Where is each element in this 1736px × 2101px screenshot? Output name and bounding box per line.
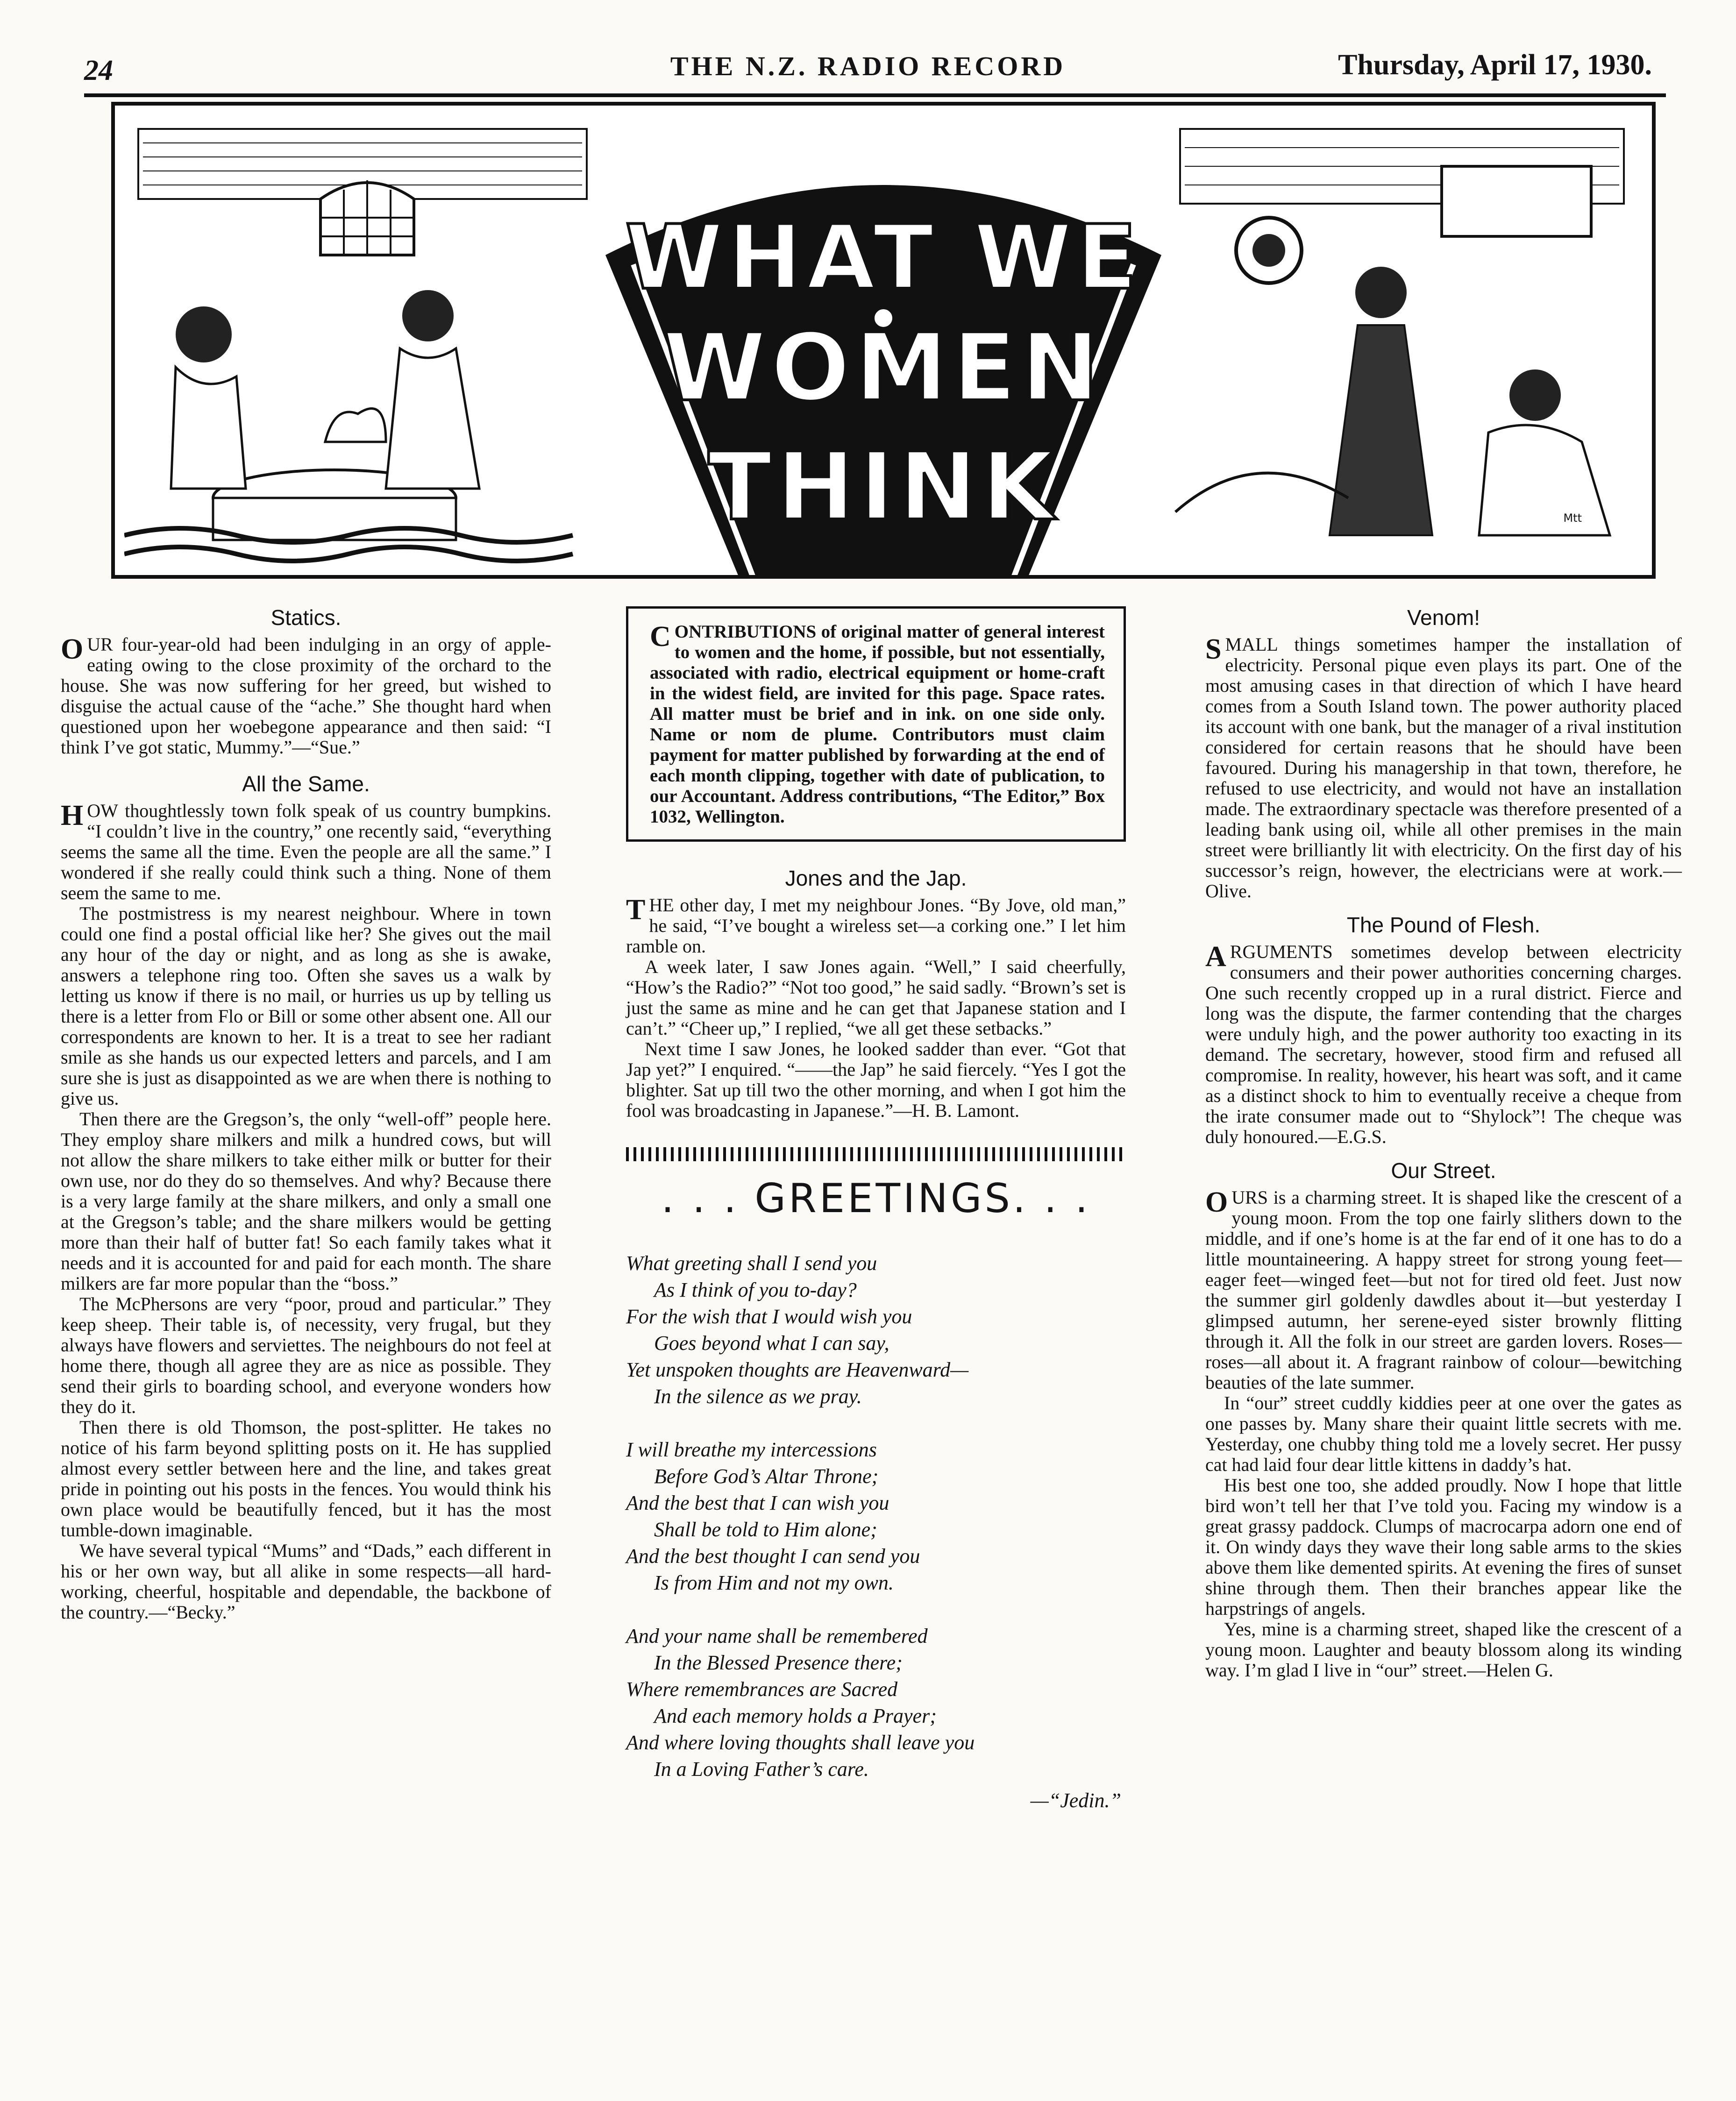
header-rule (84, 93, 1666, 97)
banner-title-line2: WOMEN (663, 313, 1104, 422)
article-heading: Jones and the Jap. (785, 866, 967, 890)
poem-line: And the best thought I can send you (626, 1545, 920, 1568)
article-paragraph: We have several typical “Mums” and “Dads,” each different in his or her own way, but all alike in some respects—all hard-working, cheerful, hospitable and dependable, the backbone of the country.—“Becky.” (61, 1540, 551, 1623)
poem-stanza (626, 1623, 1126, 1782)
column-middle (626, 603, 1126, 1814)
article-paragraph: ARGUMENTS sometimes develop between electricity consumers and their power authorities concerning charges. One such recently cropped up in a rural district. Fierce and long was the dispute, the farmer contending that the charges were unduly high, and the power authority too exacting in its demand. The secretary, however, stood firm and refused all compromise. In reality, however, his heart was soft, and it came as a distinct shock to him to eventually receive a cheque from the irate consumer made out to “Shylock”! The cheque was duly honoured.—E.G.S. (1205, 941, 1682, 1147)
poem-signature: —“Jedin.” (1030, 1789, 1121, 1812)
poem-stanza (626, 1250, 1126, 1410)
banner-title-line1: WHAT WE (625, 206, 1142, 309)
article-paragraph: His best one too, she added proudly. Now I hope that little bird won’t tell her that I’ve told you. Facing my window is a great grassy paddock. Clumps of macrocarpa adorn one end of it. On windy days they wave their long sable arms to the skies above them like demented spirits. At evening the fires of sunset shine through them. Then their branches appear like the harpstrings of angels. (1205, 1475, 1682, 1619)
drop-cap: S (1205, 633, 1222, 665)
article-heading: Statics. (270, 605, 342, 630)
poem-line: Where remembrances are Sacred (626, 1678, 898, 1701)
article-heading: Venom! (1407, 605, 1480, 630)
publication-title: THE N.Z. RADIO RECORD (670, 51, 1066, 81)
artist-signature: Mtt (1563, 511, 1582, 525)
article-heading: All the Same. (242, 772, 370, 796)
article-paragraph: OUR four-year-old had been indulging in an orgy of apple-eating owing to the close proximity of the orchard to the house. She was now suffering for her greed, but wished to disguise the actual cause of the “ache.” She thought hard when questioned upon her woebegone appearance and then said: “I think I’ve got static, Mummy.”—“Sue.” (61, 633, 551, 758)
article-paragraph: THE other day, I met my neighbour Jones. “By Jove, old man,” he said, “I’ve bought a wireless set—a corking one.” I let him ramble on. (626, 894, 1126, 957)
poem-line: And the best that I can wish you (626, 1491, 889, 1514)
poem-line: In the Blessed Presence there; (654, 1651, 903, 1674)
drop-cap: C (650, 621, 671, 653)
banner-title-line3: THINK (708, 433, 1059, 541)
poem-line: Goes beyond what I can say, (654, 1332, 889, 1355)
article-paragraph: The McPhersons are very “poor, proud and particular.” They keep sheep. Their table is, of necessity, very frugal, but they always have flowers and serviettes. The neighbours do not feel at home there, though all agree they are as nice as possible. They send their girls to boarding school, and everyone wonders how they do it. (61, 1293, 551, 1417)
drop-cap: H (61, 800, 84, 831)
issue-date: Thursday, April 17, 1930. (1338, 49, 1652, 81)
poem-line: And your name shall be remembered (626, 1625, 928, 1647)
poem-stanza (626, 1436, 1126, 1596)
poem-line: In the silence as we pray. (654, 1385, 862, 1408)
article-paragraph: The postmistress is my nearest neighbour. Where in town could one find a postal official like her? She gives out the mail any hour of the day or night, and as long as she is awake, answers a telephone ring too. Often she saves us a walk by letting us know if there is no mail, or hurries us up by telling us there is a letter from Flo or Bill or some other absent one. All our correspondents are known to her. It is a treat to see her radiant smile as she hands us our expected letters and parcels, and I am sure she is just as disappointed as we are when there is nothing to give us. (61, 903, 551, 1109)
column-right (1205, 603, 1682, 1681)
page-number: 24 (84, 55, 113, 86)
article-paragraph: Then there are the Gregson’s, the only “well-off” people here. They employ share milkers and milk a hundred cows, but will not allow the share milkers to take either milk or butter for their own use, nor do they do so themselves. And why? Because there is a very large family at the share milkers, and only a small one at the Gregson’s table; and the share milkers would be getting more than their half of butter fat! So each family takes what it needs and it is accounted for and paid for each month. The share milkers are far more popular than the “boss.” (61, 1108, 551, 1294)
banner-illustration (111, 102, 1656, 579)
article-paragraph: Next time I saw Jones, he looked sadder than ever. “Got that Jap yet?” I enquired. “——the Jap” he said fiercely. “Yes I got the blighter. Sat up till two the other morning, and when I got him the fool was broadcasting in Japanese.”—H. B. Lamont. (626, 1038, 1126, 1121)
column-left (61, 603, 551, 1623)
greetings-title: . . . GREETINGS. . . (661, 1175, 1091, 1222)
poem-line: Shall be told to Him alone; (654, 1518, 877, 1541)
poem-line: For the wish that I would wish you (626, 1305, 912, 1328)
poem-line: In a Loving Father’s care. (654, 1758, 869, 1781)
poem-line: Yet unspoken thoughts are Heavenward— (626, 1358, 969, 1381)
poem-line: I will breathe my intercessions (626, 1438, 877, 1461)
poem-line: And each memory holds a Prayer; (654, 1704, 937, 1727)
article-paragraph: Yes, mine is a charming street, shaped like the crescent of a young moon. Laughter and beauty blossom along its winding way. I’m glad I live in “our” street.—Helen G. (1205, 1618, 1682, 1681)
drop-cap: A (1205, 941, 1226, 972)
article-paragraph: In “our” street cuddly kiddies peer at one over the gates as one passes by. Many share their quaint little secrets with me. Yesterday, one chubby thing told me a lovely secret. Her pussy cat had laid four dear little kittens in daddy’s hat. (1205, 1392, 1682, 1475)
article-paragraph: HOW thoughtlessly town folk speak of us country bumpkins. “I couldn’t live in the country,” one recently said, “everything seems the same all the time. Even the people are all the same.” I wondered if she really could think such a thing. None of them seem the same to me. (61, 800, 551, 903)
page-header (84, 45, 1652, 96)
poem-line: And where loving thoughts shall leave you (626, 1731, 975, 1754)
drop-cap: T (626, 894, 646, 926)
article-heading: Our Street. (1391, 1158, 1496, 1183)
article-paragraph: SMALL things sometimes hamper the installation of electricity. Personal pique even plays its part. One of the most amusing cases in that direction of which I have heard comes from a South Island town. The power authority placed its account with one bank, but the manager of a rival institution considered for certain reasons that he should have been favoured. During his managership in that town, therefore, he refused to use electricity, and would not have an installation made. The extraordinary spectacle was therefore presented of a leading bank using oil, while all other premises in the main street were brilliantly lit with electricity. On the first day of his successor’s reign, however, the electricians were at work.—Olive. (1205, 633, 1682, 901)
contributions-notice: CONTRIBUTIONS of original matter of general interest to women and the home, if possible, but not essentially, associated with radio, electrical equipment or home-craft in the widest field, are invited for this page. Space rates. All matter must be brief and in ink. on one side only. Name or nom de plume. Contributors must claim payment for matter published by forwarding at the end of each month clipping, together with date of publication, to our Accountant. Address contributions, “The Editor,” Box 1032, Wellington. (626, 606, 1126, 842)
drop-cap: O (61, 633, 84, 665)
article-paragraph: A week later, I saw Jones again. “Well,” I said cheerfully, “How’s the Radio?” “Not too good,” he said sadly. “Brown’s set is just the same as mine and he can get that Japanese station and I can’t.” “Cheer up,” I replied, “we all get these setbacks.” (626, 956, 1126, 1039)
decorative-rule (626, 1147, 1126, 1161)
article-heading: The Pound of Flesh. (1346, 913, 1541, 937)
poem-line: What greeting shall I send you (626, 1252, 877, 1275)
greetings-poem (626, 1250, 1126, 1814)
poem-line: Is from Him and not my own. (654, 1571, 894, 1594)
drop-cap: O (1205, 1186, 1228, 1218)
poem-line: Before God’s Altar Throne; (654, 1465, 879, 1488)
article-paragraph: Then there is old Thomson, the post-splitter. He takes no notice of his farm beyond splitting posts on it. He has supplied almost every settler between here and the line, and takes great pride in pointing out his posts in the fences. You would think his own place would be beautifully fenced, but it has the most tumble-down imaginable. (61, 1417, 551, 1540)
article-paragraph: OURS is a charming street. It is shaped like the crescent of a young moon. From the top one fairly slithers down to the middle, and if one’s home is at the far end of it one has to do a little mountaineering. A happy street for strong young feet—eager feet—winged feet—but not for tired old feet. Just now the summer girl goldenly dawdles about it—but yesterday I glimpsed autumn, her serene-eyed sister brownly flitting through it. All the folk in our street are garden lovers. Roses—roses—all about it. A fragrant rainbow of colour—bewitching beauties of the late summer. (1205, 1186, 1682, 1393)
poem-line: As I think of you to-day? (654, 1278, 857, 1301)
